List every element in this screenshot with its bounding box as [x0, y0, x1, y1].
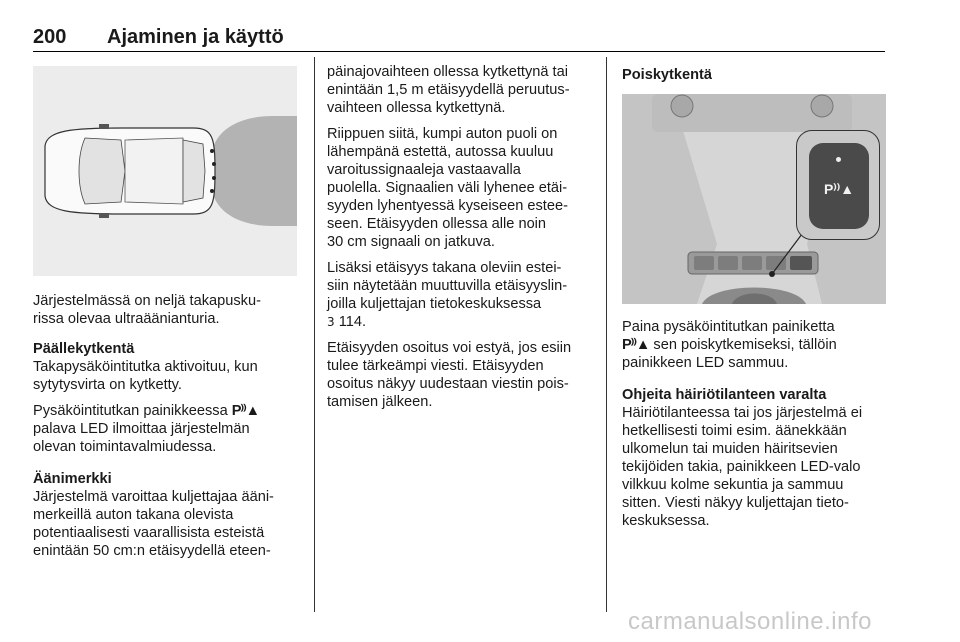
watermark: carmanualsonline.info — [628, 608, 872, 635]
roof — [125, 138, 183, 204]
continued-paragraph: päinajovaihteen ollessa kytkettynä tai enintään 1,5 m etäisyydellä peruutus- vaihteen ollessa kytkettynä. — [327, 64, 570, 116]
park-assist-icon: P⁾⁾▲ — [231, 403, 260, 419]
page-number: 200 — [33, 26, 67, 48]
sensor-zone — [211, 116, 297, 226]
left-mirror — [99, 124, 109, 129]
left-column — [33, 292, 308, 568]
button-zoom-inset — [796, 130, 880, 240]
chapter-title: Ajaminen ja käyttö — [107, 26, 284, 48]
right-column-text — [622, 318, 892, 538]
park-assist-button-icon: P⁾⁾▲ — [823, 181, 855, 197]
windscreen — [79, 138, 125, 204]
park-assist-button[interactable] — [809, 143, 869, 229]
header-rule — [33, 51, 885, 52]
console-button-photo — [622, 94, 886, 304]
sensor-dot-3 — [212, 176, 216, 180]
on-heading: Päällekytkentä — [33, 341, 135, 357]
right-mirror — [99, 213, 109, 218]
column-divider-1 — [314, 57, 315, 612]
led-indicator — [836, 157, 841, 162]
page-reference-link[interactable]: 114. — [338, 314, 367, 330]
middle-column — [327, 63, 602, 419]
intro-paragraph: Järjestelmässä on neljä takapusku- rissa olevaa ultraäänianturia. — [33, 293, 261, 327]
page-header — [33, 22, 885, 52]
signal-heading: Äänimerkki — [33, 471, 112, 487]
park-assist-icon: P⁾⁾▲ — [622, 337, 650, 353]
off-heading: Poiskytkentä — [622, 67, 713, 83]
fault-paragraph: Häiriötilanteessa tai jos järjestelmä ei hetkellisesti toimi esim. äänekkään ulkomelun tai muiden häiritsevien tekijöiden takia, painikkeen LED-valo vilkkuu kolme sekuntia ja sammuu sitten. Viesti näkyy kuljettajan tieto- keskuksessa. — [622, 405, 863, 529]
right-column-heading-block — [622, 66, 892, 84]
distance-display-paragraph: Lisäksi etäisyys takana oleviin estei- siin näytetään muuttuvilla etäisyyslin- joilla kuljettajan tietokeskuksessa 3 114. — [327, 260, 568, 330]
sensor-dot-4 — [210, 189, 214, 193]
signal-side-paragraph: Riippuen siitä, kumpi auton puoli on lähempänä estettä, autossa kuuluu varoitussignaaleja vastaavalla puolella. Signaalien väli lyhenee etäi- syyden lyhentyessä kyseiseen estee- seen. Etäisyyden ollessa alle noin 30 cm signaali on jatkuva. — [327, 126, 568, 250]
distance-suppressed-paragraph: Etäisyyden osoitus voi estyä, jos esiin tulee tärkeämpi viesti. Etäisyyden osoitus näkyy uudestaan viestin pois- tamisen jälkeen. — [327, 340, 572, 410]
car-sensor-illustration — [33, 66, 297, 276]
fault-heading: Ohjeita häiriötilanteen varalta — [622, 387, 827, 403]
page-ref-arrow-icon: 3 — [327, 315, 335, 329]
signal-paragraph: Järjestelmä varoittaa kuljettajaa ääni- merkeillä auton takana olevista potentiaalisesti vaarallisista esteistä enintään 50 cm:n etäisyydellä eteen- — [33, 489, 274, 559]
sensor-dot-2 — [212, 162, 216, 166]
rear-window — [183, 140, 205, 202]
car-topview-svg — [33, 66, 297, 276]
column-divider-2 — [606, 57, 607, 612]
off-paragraph: Paina pysäköintitutkan painiketta P⁾⁾▲ sen poiskytkemiseksi, tällöin painikkeen LED sammuu. — [622, 319, 837, 371]
sensor-dot-1 — [210, 149, 214, 153]
on-paragraph: Takapysäköintitutka aktivoituu, kun sytytysvirta on kytketty. — [33, 359, 258, 393]
led-paragraph: Pysäköintitutkan painikkeessa P⁾⁾▲ palava LED ilmoittaa järjestelmän olevan toimintavalmiudessa. — [33, 403, 260, 455]
